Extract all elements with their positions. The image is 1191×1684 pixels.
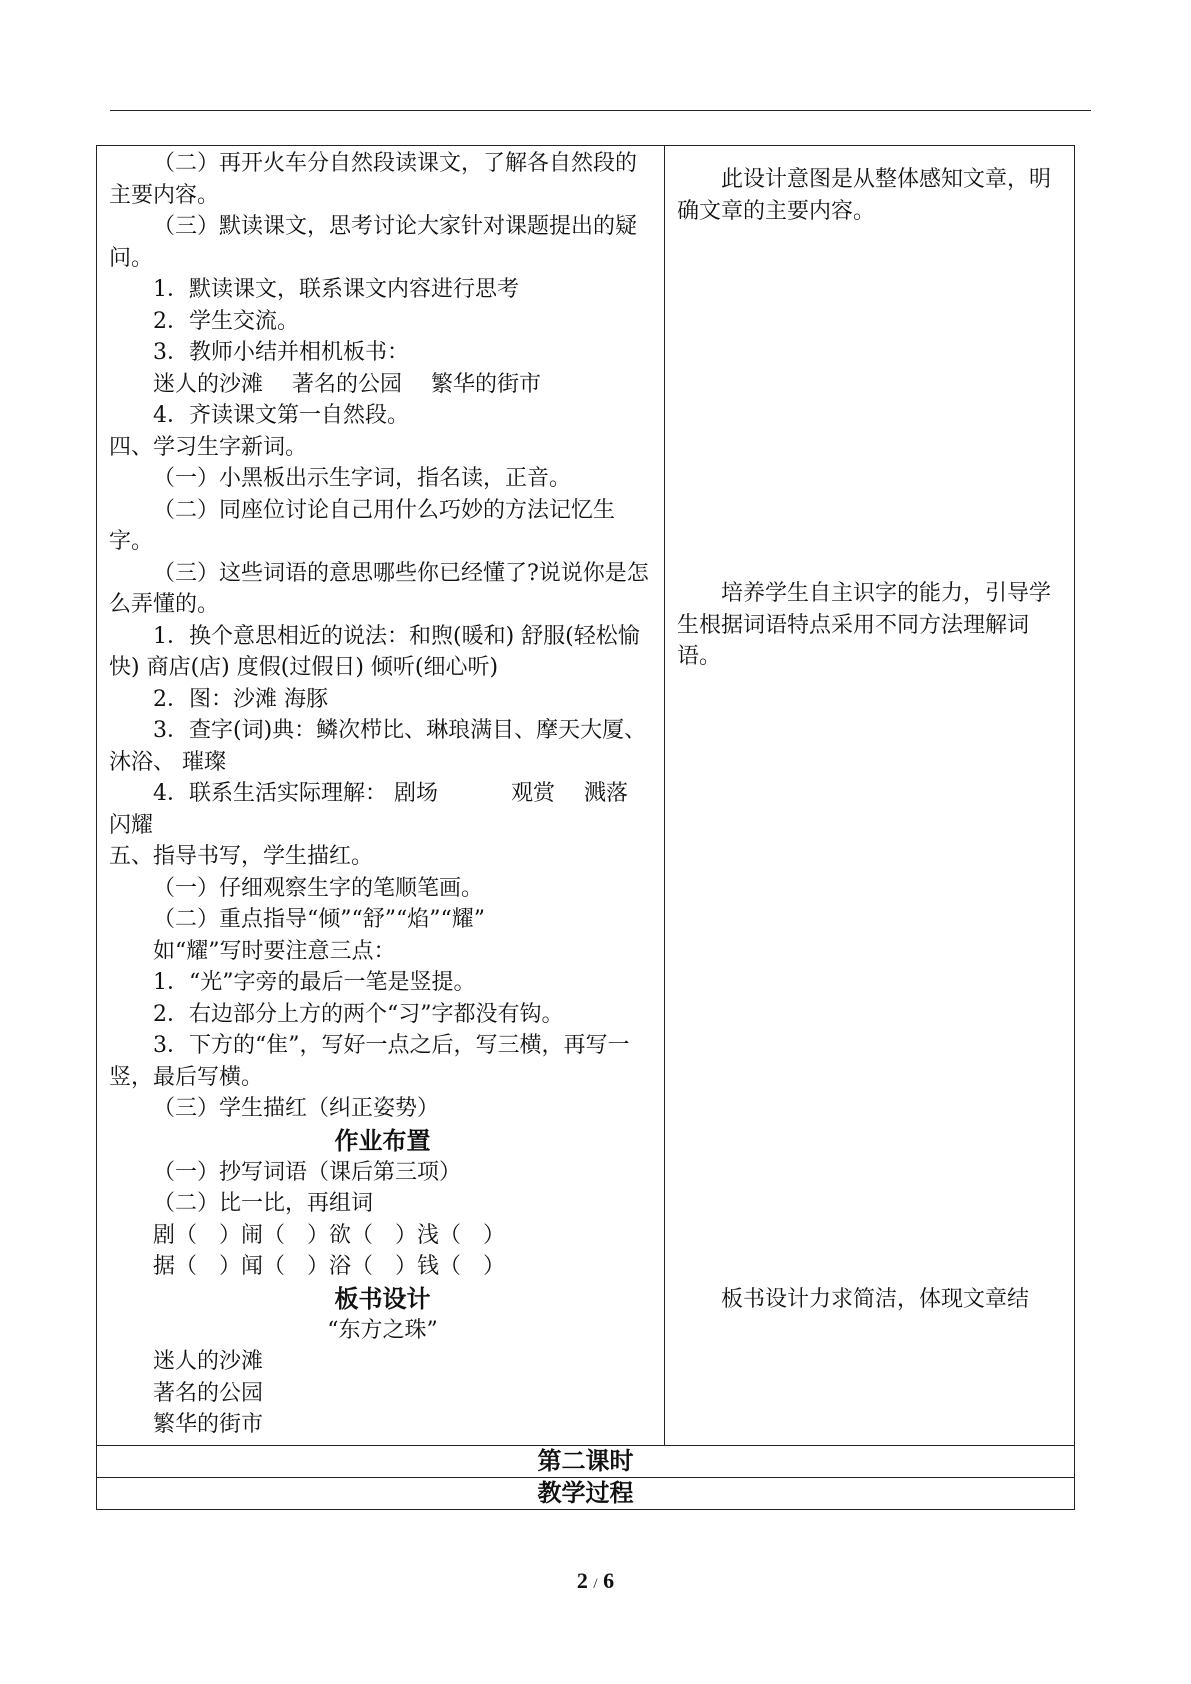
teaching-content-cell [97, 146, 701, 1446]
page-separator: / [593, 1576, 598, 1592]
step-paragraph: （一）小黑板出示生字词，指名读，正音。 [153, 466, 572, 491]
homework-item: （一）抄写词语（课后第三项） [153, 1159, 462, 1185]
step-paragraph: 2．右边部分上方的两个“习”字都没有钩。 [153, 1001, 564, 1027]
step-paragraph: 如“耀”写时要注意三点： [153, 938, 396, 964]
step-paragraph: （二）同座位讨论自己用什么巧妙的方法记忆生字。 [109, 497, 616, 554]
step-paragraph: 4．联系生活实际理解： 剧场 观赏 溅落 闪耀 [109, 781, 701, 838]
step-paragraph: 1．默读课文，联系课文内容进行思考 [153, 277, 519, 302]
step-paragraph: 3．下方的“隹”，写好一点之后，写三横，再写一竖，最后写横。 [109, 1033, 630, 1090]
board-item: 繁华的街市 [153, 1412, 264, 1437]
design-note: 培养学生自主识字的能力，引导学生根据词语特点采用不同方法理解词语。 [677, 581, 1052, 669]
second-lesson-title: 第二课时 [97, 1445, 1075, 1477]
homework-heading: 作业布置 [334, 1126, 431, 1155]
content-row [97, 146, 1075, 1446]
compare-row: 据（ ）闻（ ）浴（ ）钱（ ） [153, 1254, 506, 1279]
step-paragraph: （三）这些词语的意思哪些你已经懂了?说说你是怎么弄懂的。 [109, 560, 649, 617]
homework-item: （二）比一比，再组词 [153, 1191, 374, 1216]
step-paragraph: （二）再开火车分自然段读课文，了解各自然段的主要内容。 [109, 151, 638, 208]
step-paragraph: 4．齐读课文第一自然段。 [153, 403, 409, 428]
board-heading: 板书设计 [334, 1284, 431, 1313]
design-note: 板书设计力求简洁，体现文章结 [721, 1287, 1030, 1312]
teaching-process-title: 教学过程 [97, 1477, 1075, 1509]
section-heading: 五、指导书写，学生描红。 [109, 844, 374, 869]
second-lesson-row [97, 1445, 1075, 1477]
step-paragraph: 3．教师小结并相机板书： [153, 340, 409, 365]
header-rule [110, 110, 1091, 111]
board-title: “东方之珠” [327, 1317, 438, 1343]
teaching-content [97, 146, 701, 1445]
step-paragraph: （一）仔细观察生字的笔顺笔画。 [153, 875, 484, 901]
compare-row: 剧（ ）闹（ ）欲（ ）浅（ ） [153, 1222, 506, 1248]
board-item: 著名的公园 [153, 1380, 264, 1406]
board-item: 迷人的沙滩 [153, 1349, 264, 1374]
board-words-line: 迷人的沙滩 著名的公园 繁华的街市 [153, 371, 541, 397]
lesson-plan-table [96, 145, 1075, 1510]
design-intent-cell [665, 146, 1075, 1446]
current-page: 2 [576, 1568, 588, 1593]
step-paragraph: （二）重点指导“倾”“舒”“焰”“耀” [153, 907, 485, 932]
total-pages: 6 [603, 1568, 615, 1593]
step-paragraph: 3．查字(词)典：鳞次栉比、琳琅满目、摩天大厦、沐浴、 璀璨 [109, 718, 647, 775]
step-paragraph: 2．图：沙滩 海豚 [153, 686, 328, 712]
step-paragraph: 2．学生交流。 [153, 308, 299, 334]
step-paragraph: 1．“光”字旁的最后一笔是竖提。 [153, 970, 476, 995]
teaching-process-row [97, 1477, 1075, 1509]
step-paragraph: 1．换个意思相近的说法：和煦(暖和) 舒服(轻松愉快) 商店(店) 度假(过假日) 倾听(细心听) [109, 623, 640, 680]
step-paragraph: （三）默读课文，思考讨论大家针对课题提出的疑问。 [109, 214, 638, 271]
section-heading: 四、学习生字新词。 [109, 434, 308, 460]
step-paragraph: （三）学生描红（纠正姿势） [153, 1096, 440, 1121]
design-note: 此设计意图是从整体感知文章，明确文章的主要内容。 [677, 167, 1052, 224]
page-number [0, 1568, 1191, 1594]
